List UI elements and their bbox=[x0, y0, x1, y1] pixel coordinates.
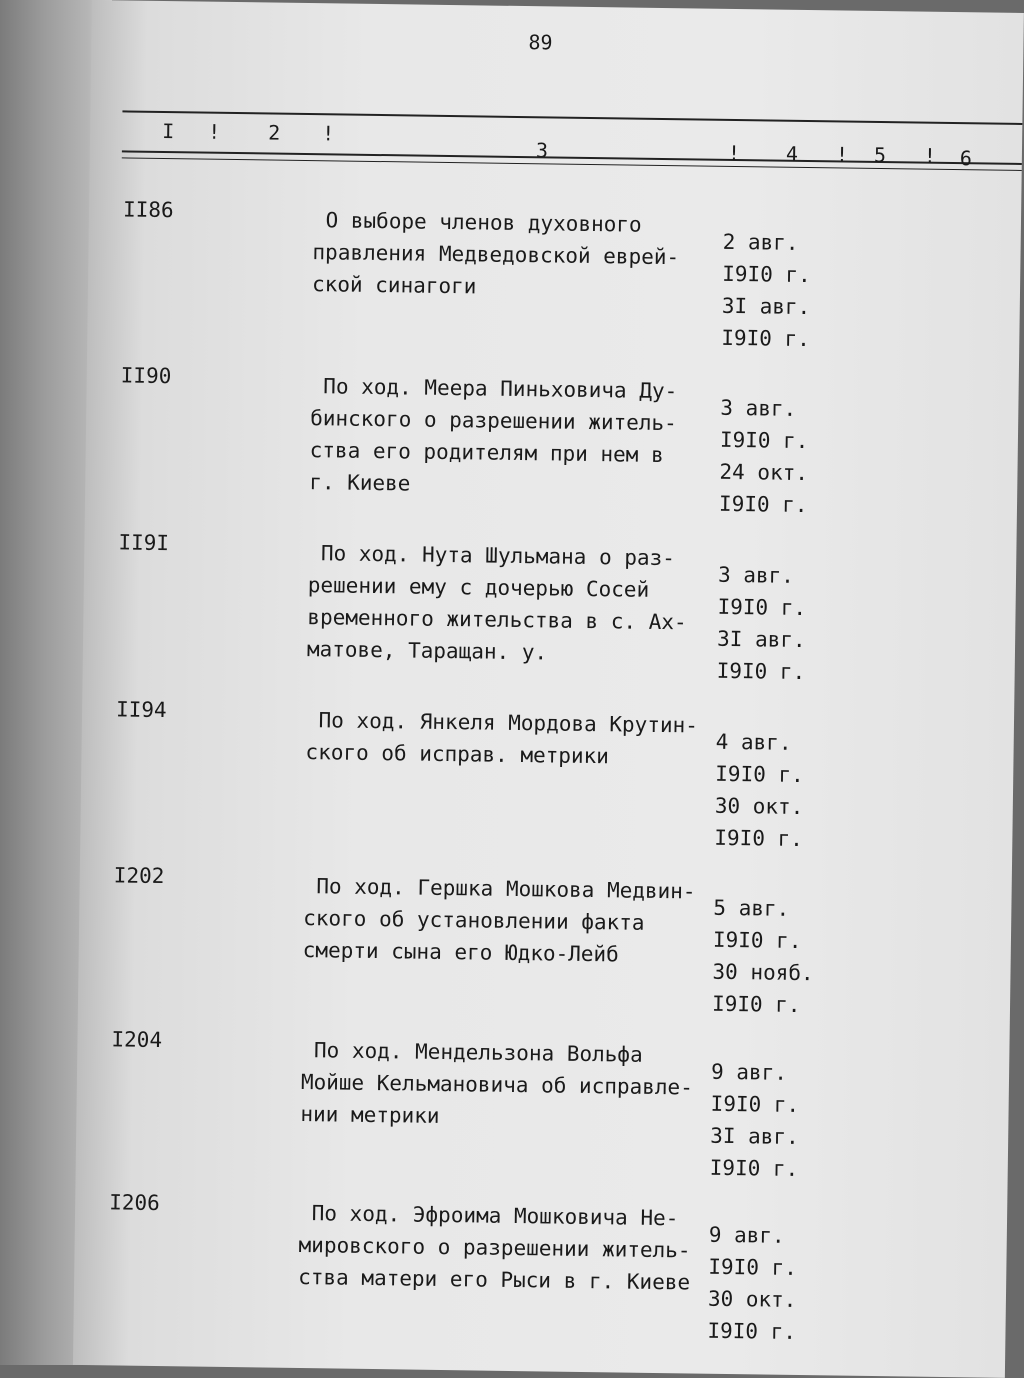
record-entry bbox=[80, 697, 1014, 870]
start-year: I9I0 г. bbox=[719, 427, 809, 454]
page-number: 89 bbox=[528, 30, 553, 55]
start-year: I9I0 г. bbox=[708, 1254, 798, 1280]
end-year: I9I0 г. bbox=[711, 991, 801, 1017]
end-year: I9I0 г. bbox=[714, 825, 804, 852]
end-year: I9I0 г. bbox=[716, 658, 806, 685]
column-header-1: I bbox=[162, 118, 175, 144]
record-description: По ход. Меера Пиньховича Ду- бинского о разрешении житель- ства его родителям при нем в г. Киеве bbox=[309, 374, 678, 496]
column-header-5: 5 bbox=[873, 142, 887, 168]
column-header-4: 4 bbox=[785, 141, 799, 166]
record-entry bbox=[85, 363, 1019, 536]
start-date: 4 авг. bbox=[715, 729, 792, 755]
record-dates bbox=[716, 559, 838, 689]
column-separator: ! bbox=[923, 143, 937, 168]
start-date: 9 авг. bbox=[708, 1222, 785, 1248]
end-date: 24 окт. bbox=[719, 459, 809, 486]
start-date: 9 авг. bbox=[710, 1059, 788, 1085]
column-separator: ! bbox=[208, 119, 221, 144]
record-number: II9I bbox=[118, 530, 170, 556]
end-date: 3I авг. bbox=[710, 1123, 799, 1149]
end-year: I9I0 г. bbox=[721, 325, 811, 352]
record-entry bbox=[78, 863, 1012, 1036]
end-date: 30 нояб. bbox=[712, 959, 814, 986]
column-header-6: 6 bbox=[959, 146, 973, 171]
record-number: II90 bbox=[120, 363, 172, 389]
start-date: 3 авг. bbox=[720, 395, 797, 421]
record-number: I202 bbox=[113, 863, 165, 889]
record-number: II86 bbox=[122, 197, 174, 223]
end-year: I9I0 г. bbox=[709, 1155, 799, 1181]
start-year: I9I0 г. bbox=[715, 761, 804, 788]
record-number: I204 bbox=[111, 1027, 163, 1053]
record-dates bbox=[714, 726, 836, 856]
record-dates bbox=[721, 226, 843, 356]
record-description: По ход. Эфроима Мошковича Не- мировского о разрешении житель- ства матери его Рыси в г. Киеве bbox=[298, 1201, 691, 1295]
record-description: По ход. Мендельзона Вольфа Мойше Кельмановича об исправле- нии метрики bbox=[300, 1038, 693, 1128]
record-description: По ход. Гершка Мошкова Медвин- ского об установлении факта смерти сына его Юдко-Лейб bbox=[302, 874, 696, 967]
start-date: 3 авг. bbox=[717, 562, 795, 588]
start-date: 5 авг. bbox=[713, 895, 790, 921]
record-number: II94 bbox=[115, 697, 167, 723]
column-header-2: 2 bbox=[268, 120, 281, 145]
start-year: I9I0 г. bbox=[717, 594, 807, 621]
record-description: По ход. Янкеля Мордова Крутин- ского об исправ. метрики bbox=[305, 708, 699, 769]
record-entry bbox=[82, 530, 1016, 703]
end-date: 3I авг. bbox=[721, 293, 811, 320]
end-year: I9I0 г. bbox=[707, 1318, 797, 1344]
record-entry bbox=[87, 197, 1021, 370]
column-separator: ! bbox=[835, 142, 849, 167]
column-separator: ! bbox=[727, 140, 741, 166]
record-description: О выборе членов духовного правления Медведовской еврей- ской синагоги bbox=[311, 208, 680, 299]
record-dates bbox=[712, 892, 834, 1022]
column-separator: ! bbox=[321, 121, 335, 146]
record-number: I206 bbox=[109, 1190, 160, 1216]
end-date: 3I авг. bbox=[716, 626, 806, 653]
record-entry bbox=[75, 1027, 1009, 1200]
end-date: 30 окт. bbox=[707, 1286, 797, 1312]
header-bottom-rule-thin bbox=[122, 157, 1022, 171]
start-date: 2 авг. bbox=[722, 229, 799, 255]
start-year: I9I0 г. bbox=[722, 261, 811, 288]
start-year: I9I0 г. bbox=[712, 927, 802, 953]
end-date: 30 окт. bbox=[714, 793, 804, 820]
header-top-rule bbox=[122, 110, 1022, 125]
column-header-3: 3 bbox=[535, 138, 549, 163]
end-year: I9I0 г. bbox=[718, 491, 808, 518]
start-year: I9I0 г. bbox=[710, 1091, 800, 1117]
record-entry bbox=[73, 1190, 1007, 1363]
record-description: По ход. Нута Шульмана о раз- решении ему с дочерью Сосей временного жительства в с. Ах- матове, Таращан. у. bbox=[306, 541, 687, 665]
record-dates bbox=[719, 392, 841, 522]
record-dates bbox=[710, 1056, 832, 1186]
record-dates bbox=[707, 1219, 829, 1349]
document-page bbox=[73, 0, 1024, 1378]
